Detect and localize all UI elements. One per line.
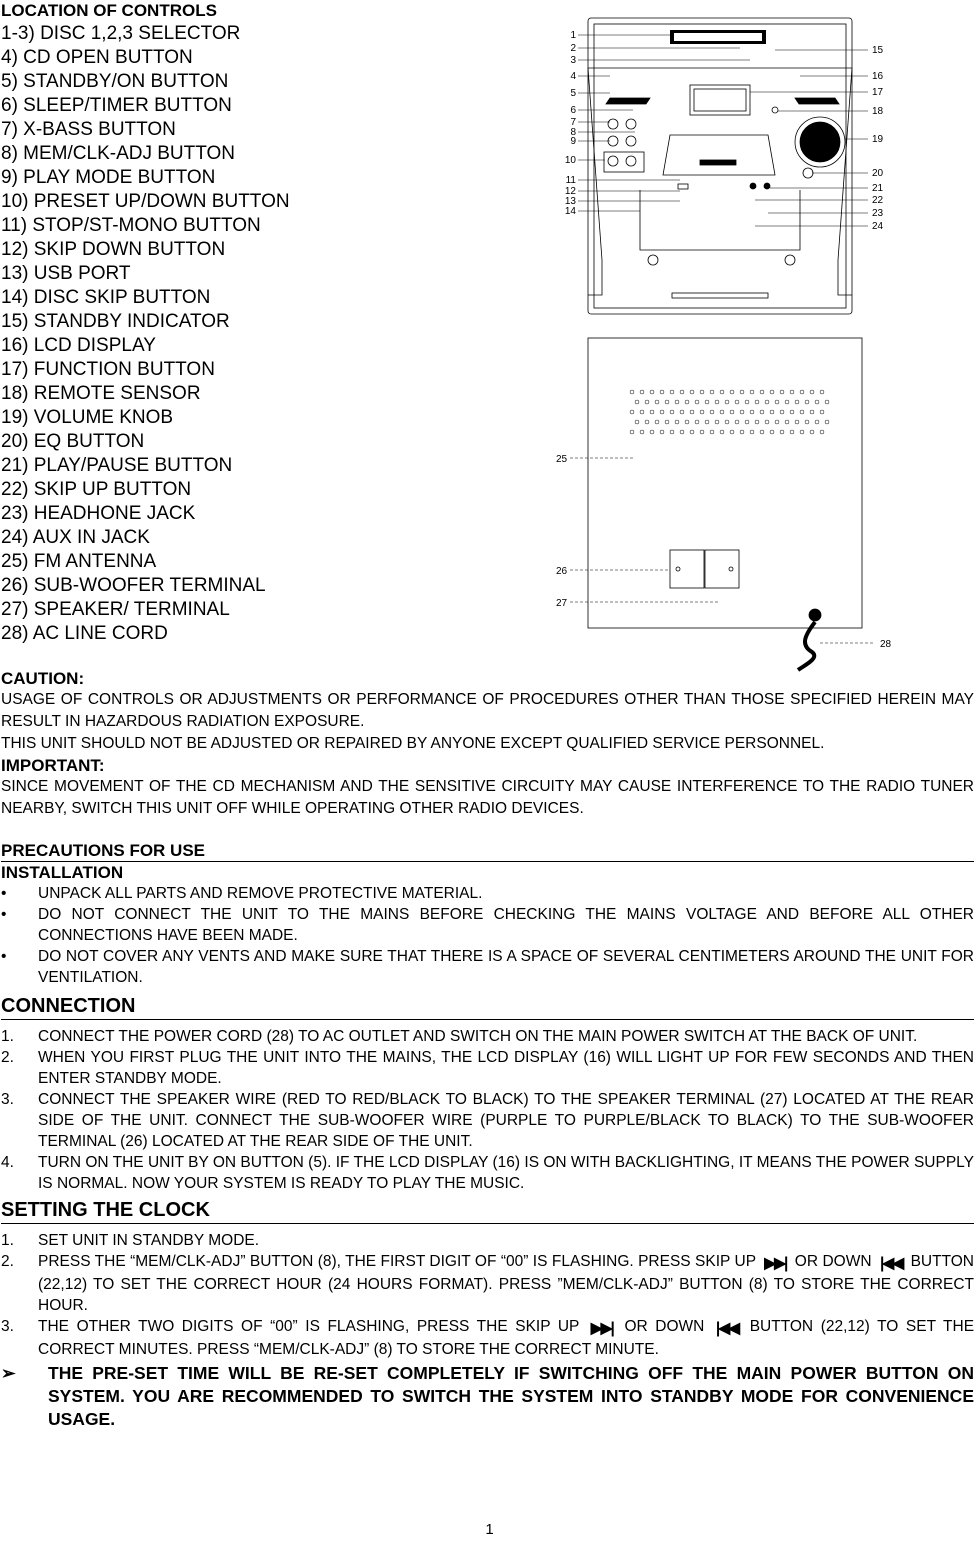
callout-label: 14 (564, 206, 576, 217)
callout-label: 24 (872, 221, 884, 232)
item-text (38, 1251, 974, 1316)
callout-label: 8 (570, 127, 576, 138)
unit-diagram-svg (550, 10, 900, 675)
control-item: 11) STOP/ST-MONO BUTTON (1, 215, 261, 236)
front-view-diagram (578, 18, 868, 314)
item-text: CONNECT THE SPEAKER WIRE (RED TO RED/BLACK TO BLACK) TO THE SPEAKER TERMINAL (27) LOCATED AT THE REAR SIDE OF THE UNIT. CONNECT THE SUB-WOOFER WIRE (PURPLE TO PURPLE/BLACK TO BLACK) TO THE SUB-WOOFER TERMINAL (26) LOCATED AT THE REAR SIDE OF THE UNIT. (38, 1091, 974, 1150)
callout-label: 28 (880, 639, 892, 650)
callout-label: 4 (570, 71, 576, 82)
skip-up-icon: ▶▶| (764, 1255, 787, 1272)
list-item (1, 883, 974, 904)
control-item: 16) LCD DISPLAY (1, 335, 156, 356)
control-item: 28) AC LINE CORD (1, 623, 168, 644)
page-number: 1 (485, 1521, 494, 1538)
callout-label: 17 (872, 87, 884, 98)
callout-label: 22 (872, 195, 884, 206)
list-item (1, 904, 974, 946)
callout-label: 12 (564, 186, 576, 197)
item-number: 3. (1, 1318, 14, 1335)
control-item: 25) FM ANTENNA (1, 551, 157, 572)
control-item: 9) PLAY MODE BUTTON (1, 167, 216, 188)
callout-label: 16 (872, 71, 884, 82)
list-item (1, 1230, 974, 1251)
control-item: 4) CD OPEN BUTTON (1, 47, 193, 68)
control-item: 5) STANDBY/ON BUTTON (1, 71, 229, 92)
control-item: 10) PRESET UP/DOWN BUTTON (1, 191, 290, 212)
callout-label: 1 (570, 30, 576, 41)
control-item: 26) SUB-WOOFER TERMINAL (1, 575, 266, 596)
item-text: SET UNIT IN STANDBY MODE. (38, 1232, 260, 1249)
item-text: DO NOT CONNECT THE UNIT TO THE MAINS BEFORE CHECKING THE MAINS VOLTAGE AND BEFORE ALL OTHER CONNECTIONS HAVE BEEN MADE. (38, 906, 974, 944)
arrow-bullet-icon: ➢ (1, 1363, 16, 1383)
control-item: 18) REMOTE SENSOR (1, 383, 201, 404)
important-paragraph: SINCE MOVEMENT OF THE CD MECHANISM AND THE SENSITIVE CIRCUITY MAY CAUSE INTERFERENCE TO THE RADIO TUNER NEARBY, SWITCH THIS UNIT OFF WHILE OPERATING OTHER RADIO DEVICES. (1, 778, 974, 817)
callout-label: 23 (872, 208, 884, 219)
callout-label: 7 (570, 117, 576, 128)
connection-heading: CONNECTION (1, 994, 974, 1020)
callout-label: 20 (872, 168, 884, 179)
clock-list (1, 1230, 974, 1431)
manual-body (1, 668, 974, 1431)
warning-text: THE PRE-SET TIME WILL BE RE-SET COMPLETELY IF SWITCHING OFF THE MAIN POWER BUTTON ON SYSTEM. YOU ARE RECOMMENDED TO SWITCH THE SYSTEM INTO STANDBY MODE FOR CONVENIENCE USAGE. (48, 1363, 974, 1429)
controls-title: LOCATION OF CONTROLS (1, 1, 217, 20)
text-segment: OR DOWN (794, 1253, 872, 1270)
list-item (1, 1026, 974, 1047)
unit-diagrams (550, 10, 900, 675)
text-segment: THE OTHER TWO DIGITS OF “00” IS FLASHING, PRESS THE SKIP UP (38, 1318, 580, 1335)
list-item (1, 946, 974, 988)
control-item: 21) PLAY/PAUSE BUTTON (1, 455, 233, 476)
caution-paragraph-2: THIS UNIT SHOULD NOT BE ADJUSTED OR REPAIRED BY ANYONE EXCEPT QUALIFIED SERVICE PERSONNEL. (1, 735, 825, 752)
list-item (1, 1251, 974, 1316)
item-number: 4. (1, 1154, 14, 1171)
text-segment: BUTTON (22,12) TO SET THE CORRECT MINUTES. PRESS “MEM/CLK-ADJ” (8) TO STORE THE CORRECT MINUTE. (38, 1318, 975, 1358)
control-item: 13) USB PORT (1, 263, 131, 284)
control-item: 12) SKIP DOWN BUTTON (1, 239, 226, 260)
list-item (1, 1047, 974, 1089)
control-item: 17) FUNCTION BUTTON (1, 359, 215, 380)
item-number: 2. (1, 1253, 14, 1270)
skip-down-icon: |◀◀ (715, 1320, 739, 1337)
installation-list (1, 883, 974, 988)
callout-label: 25 (556, 454, 568, 465)
list-item (1, 1089, 974, 1152)
control-item: 15) STANDBY INDICATOR (1, 311, 230, 332)
callout-label: 10 (564, 155, 576, 166)
controls-items (1, 22, 481, 646)
callout-label: 9 (570, 136, 576, 147)
caution-paragraph-1: USAGE OF CONTROLS OR ADJUSTMENTS OR PERFORMANCE OF PROCEDURES OTHER THAN THOSE SPECIFIED HEREIN MAY RESULT IN HAZARDOUS RADIATION EXPOSURE. (1, 691, 974, 730)
control-item: 8) MEM/CLK-ADJ BUTTON (1, 143, 236, 164)
skip-down-icon: |◀◀ (879, 1255, 903, 1272)
text-segment: PRESS THE “MEM/CLK-ADJ” BUTTON (8), THE FIRST DIGIT OF “00” IS FLASHING. PRESS SKIP UP (38, 1253, 756, 1270)
installation-heading: INSTALLATION (1, 863, 124, 882)
callout-label: 11 (565, 175, 576, 186)
callout-label: 15 (872, 45, 884, 56)
callout-label: 3 (570, 55, 576, 66)
control-item: 23) HEADHONE JACK (1, 503, 196, 524)
bullet-icon: • (1, 906, 7, 923)
callout-label: 27 (556, 598, 568, 609)
item-number: 2. (1, 1049, 14, 1066)
callout-label: 19 (872, 134, 884, 145)
callout-label: 2 (570, 43, 576, 54)
list-item (1, 1316, 974, 1360)
item-text: WHEN YOU FIRST PLUG THE UNIT INTO THE MAINS, THE LCD DISPLAY (16) WILL LIGHT UP FOR FEW SECONDS AND THEN ENTER STANDBY MODE. (38, 1049, 974, 1087)
item-text: UNPACK ALL PARTS AND REMOVE PROTECTIVE MATERIAL. (38, 885, 483, 902)
control-item: 14) DISC SKIP BUTTON (1, 287, 211, 308)
control-item: 24) AUX IN JACK (1, 527, 150, 548)
connection-list (1, 1026, 974, 1194)
item-number: 1. (1, 1232, 14, 1249)
text-segment: OR DOWN (624, 1318, 705, 1335)
controls-list (1, 0, 481, 646)
control-item: 22) SKIP UP BUTTON (1, 479, 192, 500)
control-item: 7) X-BASS BUTTON (1, 119, 176, 140)
item-text: TURN ON THE UNIT BY ON BUTTON (5). IF THE LCD DISPLAY (16) IS ON WITH BACKLIGHTING, IT MEANS THE POWER SUPPLY IS NORMAL. NOW YOUR SYSTEM IS READY TO PLAY THE MUSIC. (38, 1154, 974, 1192)
control-item: 6) SLEEP/TIMER BUTTON (1, 95, 232, 116)
caution-heading: CAUTION: (1, 669, 85, 688)
bullet-icon: • (1, 885, 7, 902)
list-item (1, 1152, 974, 1194)
callout-label: 5 (570, 88, 576, 99)
item-text: DO NOT COVER ANY VENTS AND MAKE SURE THAT THERE IS A SPACE OF SEVERAL CENTIMETERS AROUND THE UNIT FOR VENTILATION. (38, 948, 974, 986)
clock-warning (1, 1362, 974, 1431)
item-text (38, 1316, 974, 1360)
rear-view-diagram (570, 338, 875, 670)
control-item: 20) EQ BUTTON (1, 431, 145, 452)
callout-label: 13 (564, 196, 576, 207)
item-text: CONNECT THE POWER CORD (28) TO AC OUTLET AND SWITCH ON THE MAIN POWER SWITCH AT THE BACK OF UNIT. (38, 1028, 918, 1045)
skip-up-icon: ▶▶| (590, 1320, 613, 1337)
callout-label: 26 (556, 566, 568, 577)
callout-label: 6 (570, 105, 576, 116)
clock-heading: SETTING THE CLOCK (1, 1198, 974, 1224)
control-item: 27) SPEAKER/ TERMINAL (1, 599, 230, 620)
callout-label: 21 (872, 183, 884, 194)
item-number: 3. (1, 1091, 14, 1108)
control-item: 1-3) DISC 1,2,3 SELECTOR (1, 23, 241, 44)
important-heading: IMPORTANT: (1, 756, 105, 775)
text-segment: BUTTON (22,12) TO SET THE CORRECT HOUR (24 HOURS FORMAT). PRESS ”MEM/CLK-ADJ” BUTTON (8) TO STORE THE CORRECT HOUR. (38, 1253, 975, 1314)
control-item: 19) VOLUME KNOB (1, 407, 174, 428)
item-number: 1. (1, 1028, 14, 1045)
precautions-heading: PRECAUTIONS FOR USE (1, 840, 974, 862)
callout-label: 18 (872, 106, 884, 117)
bullet-icon: • (1, 948, 7, 965)
